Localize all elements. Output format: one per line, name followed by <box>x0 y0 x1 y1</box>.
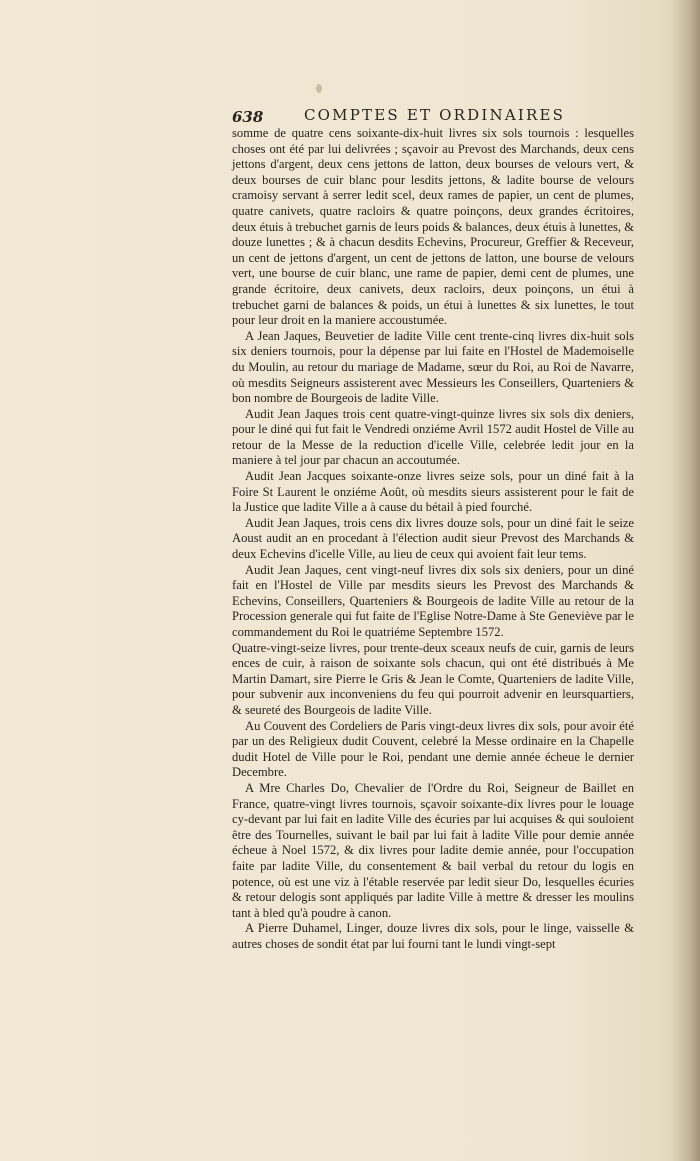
running-head: COMPTES ET ORDINAIRES <box>304 106 566 124</box>
page-header <box>232 106 632 128</box>
paragraph: A Pierre Duhamel, Linger, douze livres dix sols, pour le linge, vaisselle & autres choses de sondit état par lui fourni tant le lundi vingt-sept <box>232 921 634 951</box>
page-number: 638 <box>232 108 264 126</box>
paragraph: Au Couvent des Cordeliers de Paris vingt-deux livres dix sols, pour avoir été par un des Religieux dudit Couvent, celebré la Messe ordinaire en la Chapelle dudit Hotel de Ville pour le Roi, pendant une demie année écheue le dernier Decembre. <box>232 718 634 780</box>
paragraph: Quatre-vingt-seize livres, pour trente-deux sceaux neufs de cuir, garnis de leurs ences de cuir, à raison de soixante sols chacun, qui ont été distribués à Me Martin Damart, sire Pierre le Gris & Jean le Comte, Quarteniers de ladite Ville, pour subvenir aux inconveniens du feu qui pourroit advenir en leursquartiers, & seureté des Bourgeois de ladite Ville. <box>232 640 634 717</box>
paper-blemish <box>316 84 322 93</box>
body-text <box>232 126 634 952</box>
paragraph: Audit Jean Jaques, trois cens dix livres douze sols, pour un diné fait le seize Aoust audit an en procedant à l'élection audit sieur Prevost des Marchands & deux Echevins d'icelle Ville, au lieu de ceux qui avoient fait leur tems. <box>232 515 634 562</box>
page-gutter-shadow <box>672 0 700 1161</box>
paragraph: somme de quatre cens soixante-dix-huit livres six sols tournois : lesquelles choses ont été par lui delivrées ; sçavoir au Prevost des Marchands, deux cens jettons d'argent, deux cens jettons de latton, deux bourses de velours vert, & deux bourses de cuir blanc pour lesdits jettons, & ladite bourse de velours cramoisy servant à serrer ledit scel, deux rames de papier, un cent de plumes, quatre canivets, quatre racloirs & quatre poinçons, deux grandes écritoires, deux étuis à trebuchet garnis de leurs poids & balances, deux étuis à lunettes, & douze lunettes ; & à chacun desdits Echevins, Procureur, Greffier & Receveur, un cent de jettons d'argent, un cent de jettons de latton, une bourse de velours vert, une bourse de cuir blanc, une rame de papier, demi cent de plumes, une grande écritoire, deux canivets, deux racloirs, deux poinçons, un étui à trebuchet garni de balances & poids, un étui à lunettes & six lunettes, le tout pour leur droit en la maniere accoustumée. <box>232 126 634 328</box>
paragraph: Audit Jean Jaques, cent vingt-neuf livres dix sols six deniers, pour un diné fait en l'Hostel de Ville par mesdits sieurs les Prevost des Marchands & Echevins, Conseillers, Quarteniers & Bourgeois de ladite Ville au retour de la Procession generale qui fut faite de l'Eglise Notre-Dame à Ste Geneviève par le commandement du Roi le quatriéme Septembre 1572. <box>232 562 634 639</box>
paragraph: A Mre Charles Do, Chevalier de l'Ordre du Roi, Seigneur de Baillet en France, quatre-vingt livres tournois, sçavoir soixante-dix livres pour le louage cy-devant par lui fait en ladite Ville des écuries par lui acquises & qui souloient être des Tournelles, suivant le bail par lui fait à ladite Ville pour demie année écheue à Noel 1572, & dix livres pour ladite demie année, pour l'occupation faite par ladite Ville, du consentement & bail verbal du retour du logis en potence, où est une viz à l'étable reservée par ledit sieur Do, lesquelles écuries & retour delogis sont appliqués par ladite Ville à mettre & dresser les moulins tant à bled qu'à poudre à canon. <box>232 780 634 920</box>
paragraph: A Jean Jaques, Beuvetier de ladite Ville cent trente-cinq livres dix-huit sols six deniers tournois, pour la dépense par lui faite en l'Hostel de Mademoiselle du Moulin, au retour du mariage de Madame, sœur du Roi, au Roi de Navarre, où mesdits Seigneurs assisterent avec Messieurs les Conseillers, Quarteniers & bon nombre de Bourgeois de ladite Ville. <box>232 328 634 406</box>
paragraph: Audit Jean Jacques soixante-onze livres seize sols, pour un diné fait à la Foire St Laurent le onziéme Août, où mesdits sieurs assisterent pour le fait de la Justice que ladite Ville a à cause du bétail à pied fourché. <box>232 469 634 515</box>
paragraph: Audit Jean Jaques trois cent quatre-vingt-quinze livres six sols dix deniers, pour le diné qui fut fait le Vendredi onziéme Avril 1572 audit Hostel de Ville au retour de la Messe de la reduction d'icelle Ville, celebrée ledit jour en la maniere à tel jour par chacun an accoutumée. <box>232 406 634 468</box>
